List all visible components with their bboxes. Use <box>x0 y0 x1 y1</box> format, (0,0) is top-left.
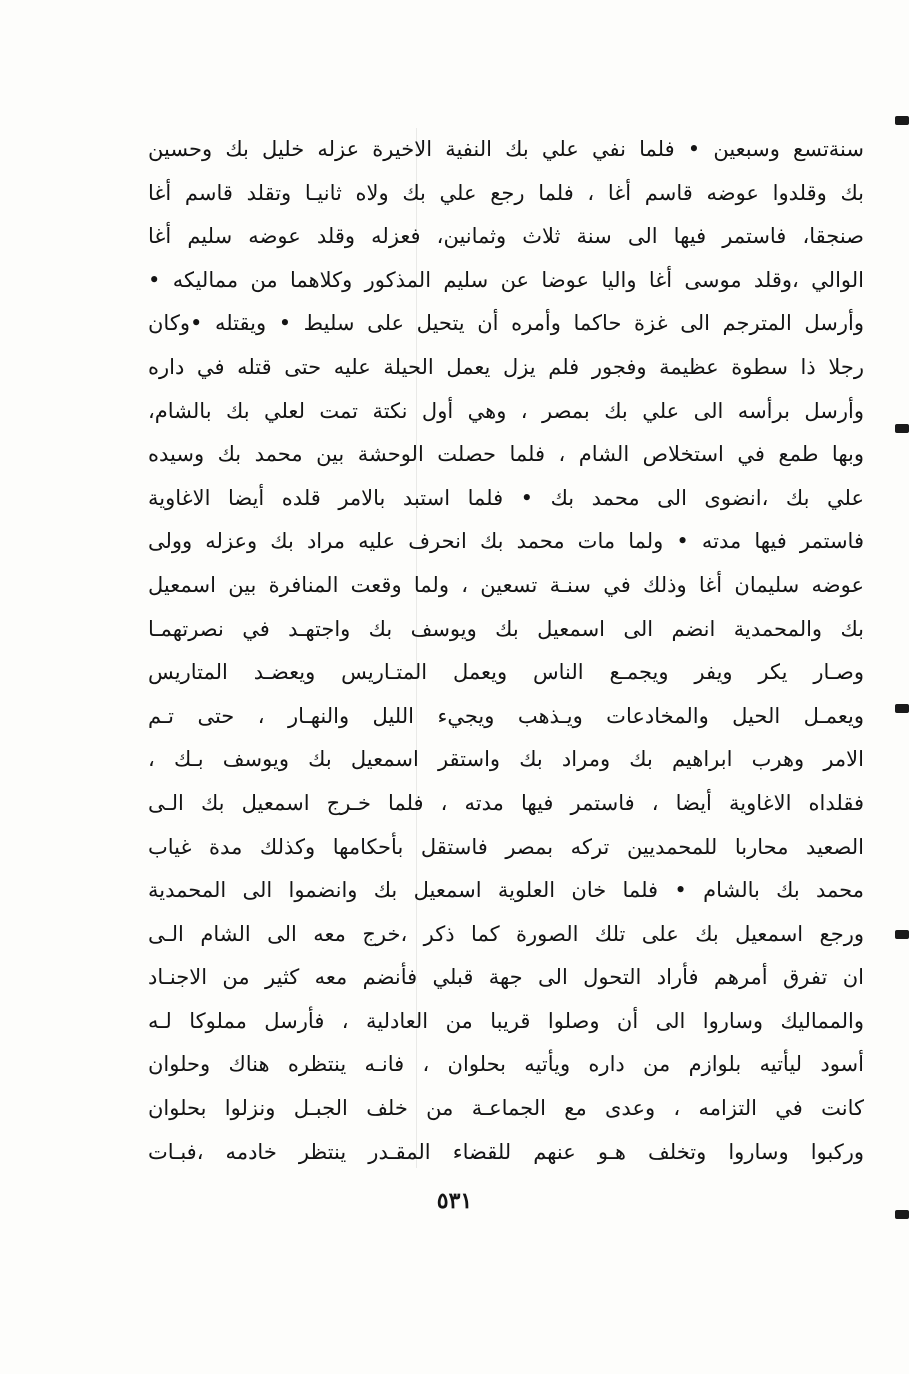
text-line: بك والمحمدية انضم الى اسمعيل بك ويوسف بك واجتهـد في نصرتهمـا <box>148 616 864 641</box>
text-line: الامر وهرب ابراهيم بك ومراد بك واستقر اسمعيل بك ويوسف بـك ، <box>148 747 864 772</box>
text-line: وبها طمع في استخلاص الشام ، فلما حصلت الوحشة بين محمد بك وسيده <box>148 442 864 467</box>
body-text <box>148 128 864 1174</box>
binding-mark <box>895 1210 909 1219</box>
text-line: محمد بك بالشام • فلما خان العلوية اسمعيل بك وانضموا الى المحمدية <box>148 878 864 903</box>
binding-mark <box>895 424 909 433</box>
text-line: وصـار يكر ويفر ويجمـع الناس ويعمل المتـاريس ويعضـد المتاريس <box>148 660 864 685</box>
text-line: علي بك ،انضوى الى محمد بك • فلما استبد بالامر قلده أيضا الاغاوية <box>148 485 864 510</box>
text-line: سنةتسع وسبعين • فلما نفي علي بك النفية الاخيرة عزله خليل بك وحسين <box>148 137 864 161</box>
text-line: والمماليك وساروا الى أن وصلوا قريبا من العادلية ، فأرسل مملوكا لـه <box>148 1008 864 1033</box>
text-line: الصعيد محاربا للمحمديين تركه بمصر فاستقل بأحكامها وكذلك مدة غياب <box>148 834 864 859</box>
text-line: ورجع اسمعيل بك على تلك الصورة كما ذكر ،خرج معه الى الشام الـى <box>148 921 864 946</box>
text-line: صنجقا، فاستمر فيها الى سنة ثلاث وثمانين، فعزله وقلد عوضه سليم أغا <box>148 224 864 249</box>
page-number: ٥٣١ <box>436 1188 473 1214</box>
text-line: وأرسل برأسه الى علي بك بمصر ، وهي أول نكتة تمت لعلي بك بالشام، <box>148 398 864 423</box>
binding-mark <box>895 930 909 939</box>
text-line: ويعمـل الحيل والمخادعات ويـذهب ويجيء الليل والنهـار ، حتى تـم <box>148 703 864 728</box>
text-line: رجلا ذا سطوة عظيمة وفجور فلم يزل يعمل الحيلة عليه حتى قتله في داره <box>148 354 864 379</box>
binding-mark <box>895 116 909 125</box>
text-line: فاستمر فيها مدته • ولما مات محمد بك انحرف عليه مراد بك وعزله وولى <box>148 529 864 554</box>
text-line: وأرسل المترجم الى غزة حاكما وأمره أن يتحيل على سليط • ويقتله •وكان <box>148 311 864 336</box>
text-line: ان تفرق أمرهم فأراد التحول الى جهة قبلي فأنضم معه كثير من الاجنـاد <box>148 965 864 990</box>
text-line: أسود ليأتيه بلوازم من داره ويأتيه بحلوان ، فانـه ينتظره هناك وحلوان <box>148 1052 864 1077</box>
binding-mark <box>895 704 909 713</box>
text-line: بك وقلدوا عوضه قاسم أغا ، فلما رجع علي بك ولاه ثانيـا وتقلد قاسم أغا <box>148 180 864 205</box>
text-line: الوالي ،وقلد موسى أغا واليا عوضا عن سليم المذكور وكلاهما من مماليكه • <box>148 267 864 292</box>
text-line: فقلداه الاغاوية أيضا ، فاستمر فيها مدته ، فلما خـرج اسمعيل بك الـى <box>148 790 864 815</box>
text-line: وركبوا وساروا وتخلف هـو عنهم للقضاء المقـدر ينتظر خادمه ،فبـات <box>148 1139 864 1164</box>
text-line: عوضه سليمان أغا وذلك في سنـة تسعين ، ولما وقعت المنافرة بين اسمعيل <box>148 572 864 597</box>
text-line: كانت في التزامه ، وعدى مع الجماعـة من خلف الجبـل ونزلوا بحلوان <box>148 1096 864 1121</box>
